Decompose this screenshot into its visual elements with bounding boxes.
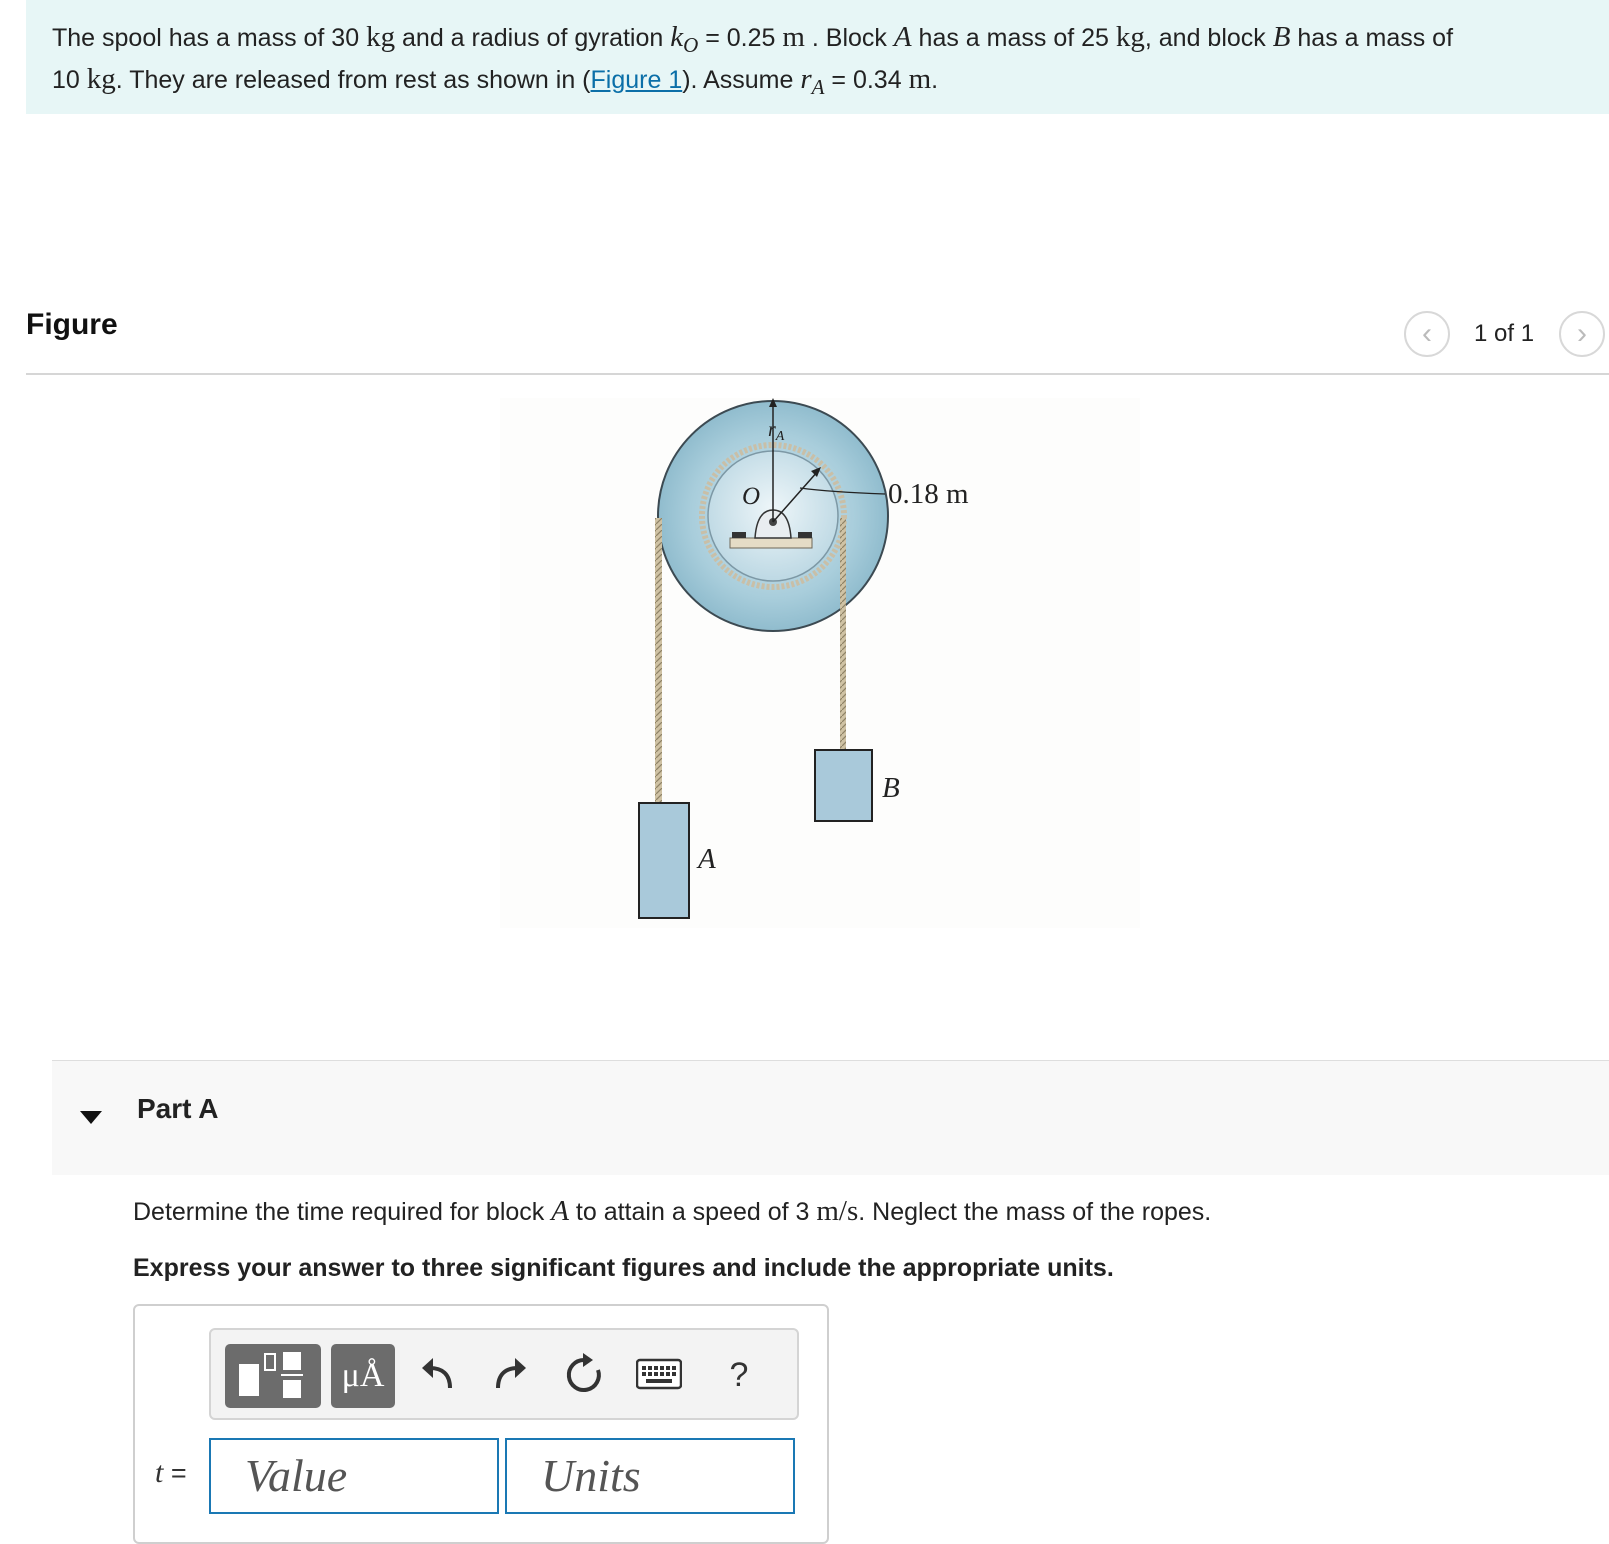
unit-kg: kg	[86, 63, 116, 95]
problem-text: . Block	[804, 24, 894, 52]
problem-statement	[26, 0, 1609, 114]
units-input[interactable]: Units	[505, 1438, 795, 1514]
problem-text: .	[931, 66, 939, 94]
figure-pager	[1404, 311, 1609, 357]
problem-text: has a mass of 25	[911, 24, 1116, 52]
bolt-right	[798, 532, 812, 538]
symbols-button[interactable]: μÅ	[331, 1344, 395, 1408]
rope-a	[655, 518, 662, 803]
answer-equals: =	[170, 1458, 187, 1488]
unit-kg: kg	[1115, 21, 1145, 53]
chevron-left-icon: ‹	[1422, 317, 1432, 350]
problem-line-1	[52, 20, 1583, 62]
question-text	[133, 1195, 1211, 1228]
problem-text: has a mass of	[1290, 24, 1454, 52]
label-block-a: A	[698, 843, 716, 875]
reset-icon[interactable]	[561, 1352, 607, 1398]
figure-link[interactable]: Figure 1	[590, 66, 683, 94]
question-part: . Neglect the mass of the ropes.	[858, 1198, 1212, 1226]
block-a	[639, 803, 689, 918]
math-toolbar	[209, 1328, 799, 1420]
collapse-triangle-icon[interactable]	[80, 1111, 102, 1124]
previous-figure-button[interactable]	[1404, 311, 1450, 357]
support-base	[730, 538, 812, 548]
problem-line-2	[52, 62, 1583, 104]
label-block-b: B	[882, 772, 900, 804]
keyboard-icon[interactable]	[636, 1358, 682, 1390]
question-part: to attain a speed of 3	[568, 1198, 817, 1226]
problem-text: 10	[52, 66, 87, 94]
part-a-header[interactable]	[52, 1060, 1609, 1175]
figure-divider	[26, 373, 1609, 375]
help-button[interactable]: ?	[729, 1356, 749, 1394]
problem-text: and a radius of gyration	[395, 24, 671, 52]
problem-text: = 0.34	[824, 66, 909, 94]
templates-icon	[225, 1344, 321, 1408]
unit-m: m	[782, 21, 805, 53]
answer-variable: t	[155, 1456, 164, 1489]
bolt-left	[732, 532, 746, 538]
symbol-a: A	[893, 21, 912, 53]
answer-box	[133, 1304, 829, 1544]
problem-text: . They are released from rest as shown in (	[115, 66, 591, 94]
answer-instruction: Express your answer to three significant figures and include the appropriate units.	[133, 1254, 1114, 1282]
part-a-label: Part A	[137, 1093, 219, 1124]
templates-button[interactable]	[225, 1344, 321, 1408]
rope-b	[840, 518, 846, 750]
spool-diagram	[500, 398, 1140, 928]
label-o: O	[742, 483, 761, 510]
problem-text: ). Assume	[682, 66, 801, 94]
symbol-k: k	[670, 21, 684, 53]
problem-text: , and block	[1144, 24, 1273, 52]
value-input[interactable]: Value	[209, 1438, 499, 1514]
answer-variable-label	[155, 1456, 187, 1490]
label-r: r	[768, 419, 776, 441]
figure-page-count: 1 of 1	[1474, 320, 1535, 347]
symbol-k-subscript: O	[683, 33, 699, 57]
figure-title: Figure	[26, 308, 118, 341]
next-figure-button[interactable]	[1559, 311, 1605, 357]
problem-text: The spool has a mass of 30	[52, 24, 367, 52]
label-inner-radius: 0.18 m	[888, 478, 969, 510]
symbol-b: B	[1272, 21, 1291, 53]
unit-m: m	[908, 63, 932, 95]
question-part: Determine the time required for block	[133, 1198, 552, 1226]
label-r-subscript: A	[775, 429, 785, 444]
question-symbol-a: A	[551, 1195, 569, 1227]
unit-kg: kg	[366, 21, 396, 53]
undo-icon[interactable]	[416, 1352, 462, 1398]
question-unit: m/s	[816, 1195, 859, 1227]
block-b	[815, 750, 872, 821]
symbol-r-subscript: A	[811, 75, 825, 99]
problem-text: = 0.25	[698, 24, 783, 52]
chevron-right-icon: ›	[1577, 317, 1587, 350]
redo-icon[interactable]	[486, 1352, 532, 1398]
symbol-r: r	[800, 63, 812, 95]
